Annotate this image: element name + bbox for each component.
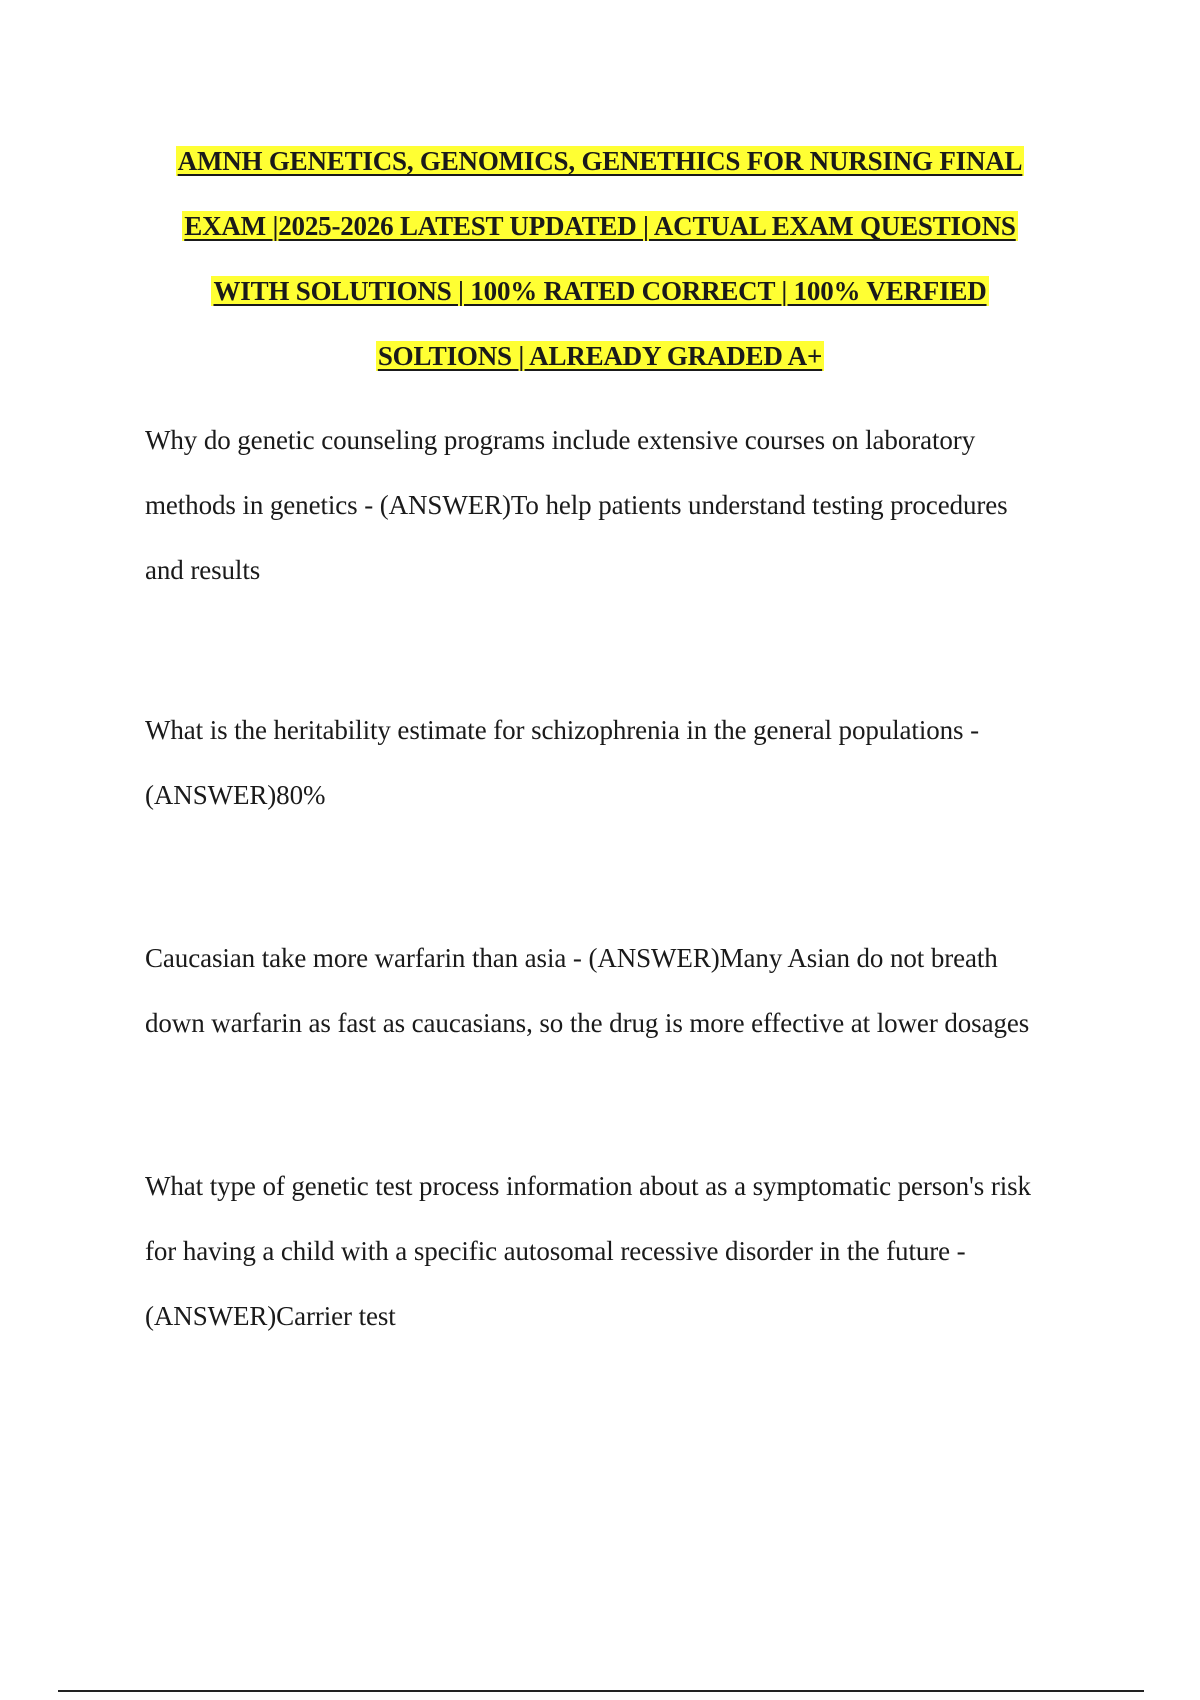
qa-line: (ANSWER)80%: [145, 780, 326, 810]
title-line: EXAM |2025-2026 LATEST UPDATED | ACTUAL EXAM QUESTIONS: [184, 211, 1016, 241]
qa-line: for having a child with a specific autosomal recessive disorder in the future -: [145, 1236, 966, 1266]
qa-item-1: [145, 408, 1105, 603]
qa-line: Why do genetic counseling programs include extensive courses on laboratory: [145, 425, 976, 455]
qa-line: methods in genetics - (ANSWER)To help patients understand testing procedures: [145, 490, 1008, 520]
qa-line: (ANSWER)Carrier test: [145, 1301, 396, 1331]
qa-line: down warfarin as fast as caucasians, so the drug is more effective at lower dosages: [145, 1008, 1030, 1038]
qa-line: What is the heritability estimate for schizophrenia in the general populations -: [145, 715, 979, 745]
footer-divider: [58, 1690, 1144, 1692]
title-line: AMNH GENETICS, GENOMICS, GENETHICS FOR NURSING FINAL: [177, 146, 1023, 176]
qa-line: and results: [145, 555, 261, 585]
qa-line: Caucasian take more warfarin than asia - (ANSWER)Many Asian do not breath: [145, 943, 998, 973]
qa-item-2: [145, 698, 1105, 828]
document-title: [100, 141, 1100, 401]
qa-item-3: [145, 926, 1105, 1056]
qa-line: What type of genetic test process information about as a symptomatic person's risk: [145, 1171, 1031, 1201]
title-line: WITH SOLUTIONS | 100% RATED CORRECT | 100% VERFIED: [213, 276, 987, 306]
qa-item-4: [145, 1154, 1105, 1349]
title-line: SOLTIONS | ALREADY GRADED A+: [377, 341, 823, 371]
